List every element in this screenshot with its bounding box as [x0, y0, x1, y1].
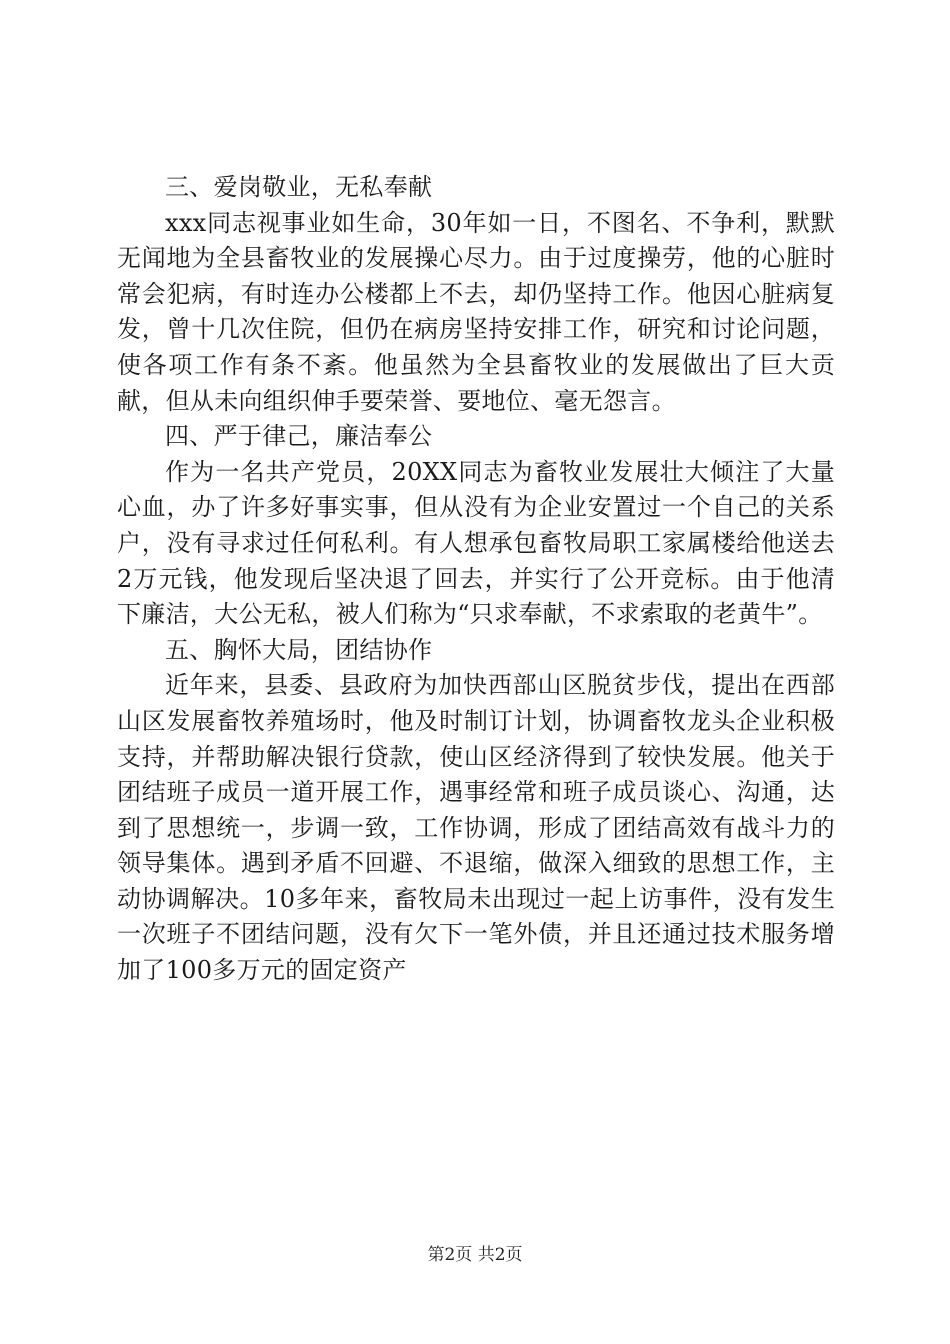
section-paragraph-3: xxx同志视事业如生命，30年如一日，不图名、不争利，默默无闻地为全县畜牧业的发展操心尽力。由于过度操劳，他的心脏时常会犯病，有时连办公楼都上不去，却仍坚持工作。他因心脏病复发，曾十几次住院，但仍在病房坚持安排工作，研究和讨论问题，使各项工作有条不紊。他虽然为全县畜牧业的发展做出了巨大贡献，但从未向组织伸手要荣誉、要地位、毫无怨言。	[117, 208, 835, 415]
section-paragraph-4: 作为一名共产党员，20XX同志为畜牧业发展壮大倾注了大量心血，办了许多好事实事，但从没有为企业安置过一个自己的关系户，没有寻求过任何私利。有人想承包畜牧局职工家属楼给他送去2万元钱，他发现后坚决退了回去，并实行了公开竞标。由于他清下廉洁，大公无私，被人们称为“只求奉献，不求索取的老黄牛”。	[117, 457, 835, 629]
document-body	[117, 170, 835, 989]
section-heading-4: 四、严于律己，廉洁奉公	[165, 422, 433, 451]
section-heading-3: 三、爱岗敬业，无私奉献	[165, 173, 433, 201]
section-paragraph-5: 近年来，县委、县政府为加快西部山区脱贫步伐，提出在西部山区发展畜牧养殖场时，他及时制订计划，协调畜牧龙头企业积极支持，并帮助解决银行贷款，使山区经济得到了较快发展。他关于团结班子成员一道开展工作，遇事经常和班子成员谈心、沟通，达到了思想统一，步调一致，工作协调，形成了团结高效有战斗力的领导集体。遇到矛盾不回避、不退缩，做深入细致的思想工作，主动协调解决。10多年来，畜牧局未出现过一起上访事件，没有发生一次班子不团结问题，没有欠下一笔外债，并且还通过技术服务增加了100多万元的固定资产	[117, 671, 835, 985]
page-footer: 第2页 共2页	[427, 1245, 523, 1265]
section-heading-5: 五、胸怀大局，团结协作	[165, 635, 433, 664]
